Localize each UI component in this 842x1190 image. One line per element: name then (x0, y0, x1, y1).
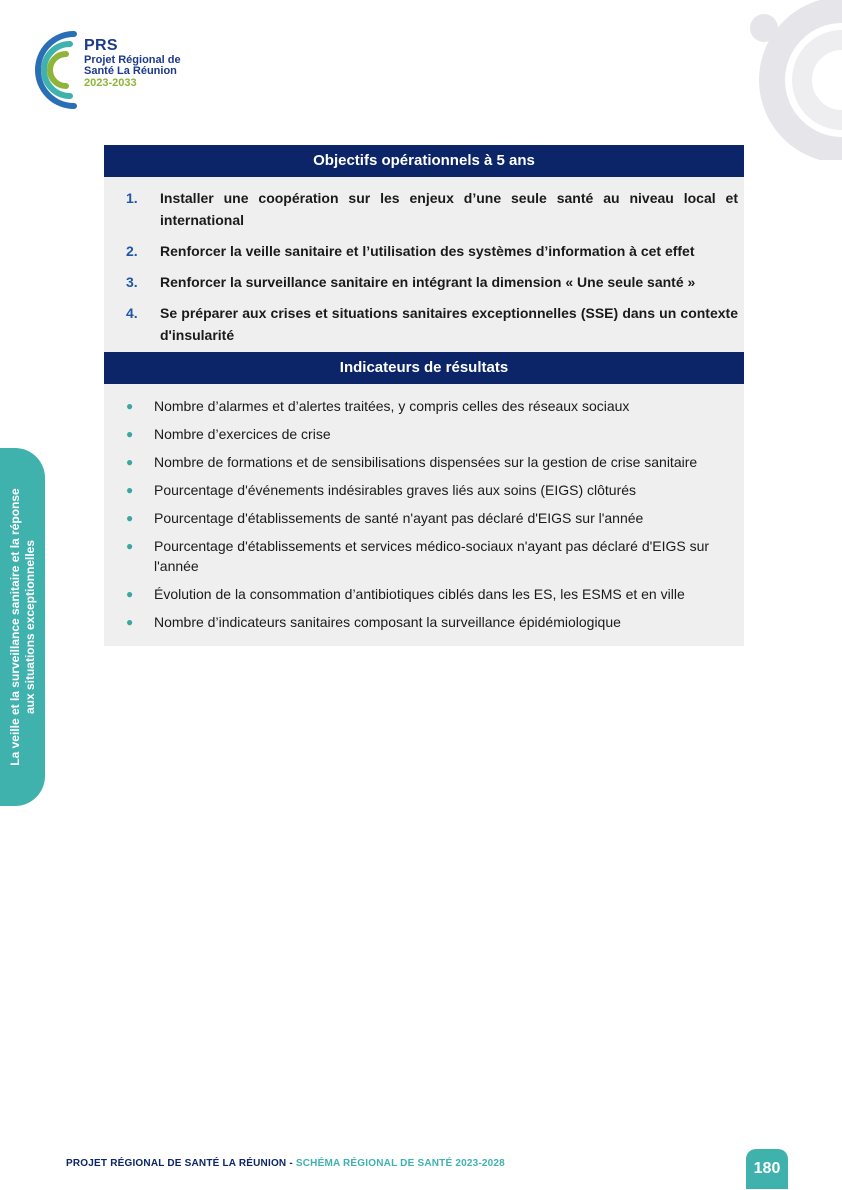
page-number: 180 (746, 1149, 788, 1189)
list-item (126, 302, 738, 346)
chapter-side-tab (0, 448, 45, 806)
side-tab-line1: La veille et la surveillance sanitaire et la réponse (7, 488, 22, 766)
decorative-arcs-icon (702, 0, 842, 160)
item-text: Pourcentage d'établissements de santé n'ayant pas déclaré d'EIGS sur l'année (154, 510, 644, 526)
bullet-icon: ● (126, 399, 134, 413)
bullet-icon: ● (126, 511, 134, 525)
footer-left: PROJET RÉGIONAL DE SANTÉ LA RÉUNION (66, 1158, 287, 1169)
bullet-icon: ● (126, 427, 134, 441)
logo-line2: Santé La Réunion (84, 65, 177, 78)
list-item (126, 271, 738, 293)
item-text: Nombre d’exercices de crise (154, 426, 331, 442)
item-text: Renforcer la veille sanitaire et l’utilisation des systèmes d’information à cet effet (160, 243, 695, 259)
item-text: Nombre d’alarmes et d’alertes traitées, y compris celles des réseaux sociaux (154, 398, 630, 414)
bullet-icon: ● (126, 615, 134, 629)
logo-line1: Projet Régional de (84, 53, 181, 66)
list-item (126, 508, 738, 528)
bullet-icon: ● (126, 455, 134, 469)
objectives-panel (104, 145, 744, 646)
item-text: Installer une coopération sur les enjeux d’une seule santé au niveau local et international (160, 190, 738, 228)
list-item (126, 612, 738, 632)
indicators-list (104, 384, 744, 646)
logo-title: PRS (84, 37, 118, 54)
item-text: Évolution de la consommation d’antibiotiques ciblés dans les ES, les ESMS et en ville (154, 586, 685, 602)
item-number: 2. (126, 243, 138, 259)
item-text: Nombre d’indicateurs sanitaires composant la surveillance épidémiologique (154, 614, 621, 630)
item-number: 3. (126, 274, 138, 290)
item-text: Pourcentage d'événements indésirables graves liés aux soins (EIGS) clôturés (154, 482, 637, 498)
item-number: 4. (126, 305, 138, 321)
logo-years: 2023-2033 (84, 76, 137, 89)
list-item (126, 480, 738, 500)
item-text: Pourcentage d'établissements et services médico-sociaux n'ayant pas déclaré d'EIGS sur l'année (154, 538, 710, 574)
prs-logo-icon (24, 28, 80, 114)
objectives-list (104, 177, 744, 352)
item-text: Se préparer aux crises et situations sanitaires exceptionnelles (SSE) dans un contexte d'insularité (160, 305, 738, 343)
item-text: Nombre de formations et de sensibilisations dispensées sur la gestion de crise sanitaire (154, 454, 698, 470)
bullet-icon: ● (126, 539, 134, 553)
bullet-icon: ● (126, 587, 134, 601)
footer-right: SCHÉMA RÉGIONAL DE SANTÉ 2023-2028 (295, 1158, 505, 1169)
prs-logo (24, 28, 224, 114)
side-tab-line2: aux situations exceptionnelles (22, 539, 37, 715)
list-item (126, 424, 738, 444)
item-text: Renforcer la surveillance sanitaire en intégrant la dimension « Une seule santé » (160, 274, 696, 290)
list-item (126, 396, 738, 416)
objectives-heading: Objectifs opérationnels à 5 ans (104, 145, 744, 177)
list-item (126, 187, 738, 231)
list-item (126, 240, 738, 262)
bullet-icon: ● (126, 483, 134, 497)
list-item (126, 452, 738, 472)
footer-separator: - (286, 1158, 296, 1169)
item-number: 1. (126, 190, 138, 206)
indicators-heading: Indicateurs de résultats (104, 352, 744, 384)
list-item (126, 584, 738, 604)
footer-title (66, 1158, 505, 1169)
list-item (126, 536, 738, 576)
